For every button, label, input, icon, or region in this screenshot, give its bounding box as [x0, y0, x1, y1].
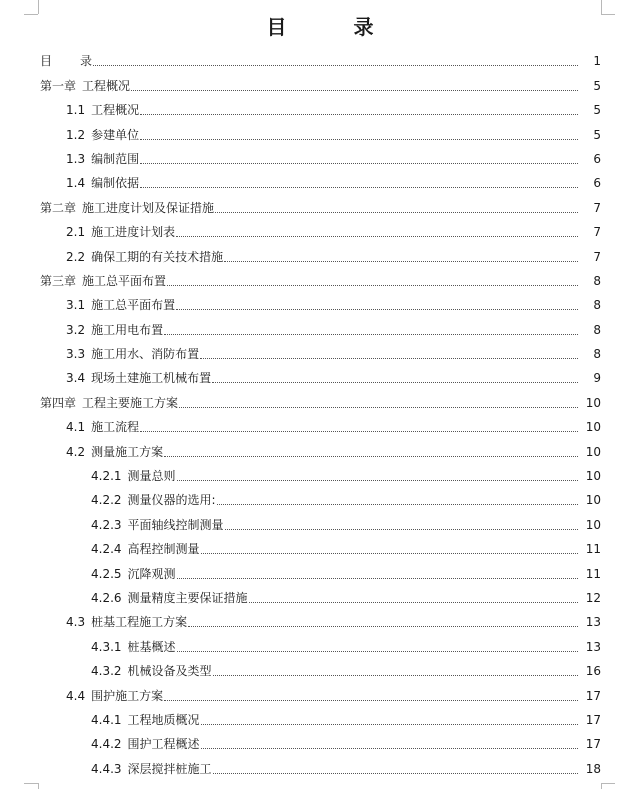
toc-page-number: 10 [585, 469, 601, 484]
toc-entry[interactable] [0, 536, 640, 560]
toc-entry-number: 4.3.1 [91, 639, 122, 654]
toc-entry-label[interactable] [66, 347, 199, 361]
toc-entry-text: 测量施工方案 [91, 444, 164, 459]
toc-entry[interactable] [0, 463, 640, 487]
toc-entry-number: 4.4.2 [91, 737, 122, 752]
toc-entry-label[interactable] [91, 640, 176, 654]
toc-leader-dots [140, 114, 578, 115]
toc-entry-label[interactable] [66, 323, 163, 337]
toc-entry[interactable] [0, 389, 640, 413]
toc-entry-text: 施工进度计划及保证措施 [82, 200, 215, 215]
toc-entry[interactable] [0, 316, 640, 340]
toc-page-number: 8 [593, 273, 601, 288]
toc-page-number: 13 [585, 615, 601, 630]
toc-entry-text: 施工用电布置 [91, 322, 164, 337]
toc-entry[interactable] [0, 511, 640, 535]
toc-leader-dots [176, 236, 578, 237]
toc-entry-text: 工程概况 [82, 78, 131, 93]
toc-entry-text: 测量总则 [127, 469, 176, 484]
toc-entry-label[interactable] [91, 567, 176, 581]
toc-page-number: 1 [593, 54, 601, 69]
toc-entry-label[interactable] [91, 737, 200, 751]
toc-page-number: 10 [585, 395, 601, 410]
toc-entry-number: 2.2 [66, 249, 86, 264]
toc-entry-number: 4.2.1 [91, 469, 122, 484]
toc-entry-text: 参建单位 [91, 127, 140, 142]
toc-page-number: 5 [593, 78, 601, 93]
toc-entry-number: 第三章 [40, 273, 77, 288]
toc-entry-label[interactable] [40, 396, 178, 410]
toc-entry[interactable] [0, 755, 640, 779]
toc-entry-text: 工程地质概况 [127, 712, 200, 727]
toc-entry-number: 4.2.3 [91, 517, 122, 532]
toc-page-number: 7 [593, 200, 601, 215]
toc-entry-label[interactable] [66, 128, 139, 142]
toc-entry-text: 施工用水、消防布置 [91, 347, 200, 362]
toc-entry-text: 桩基工程施工方案 [91, 615, 188, 630]
toc-entry[interactable] [0, 219, 640, 243]
toc-page-number: 8 [593, 347, 601, 362]
toc-entry-number: 第一章 [40, 78, 77, 93]
toc-leader-dots [215, 212, 578, 213]
crop-mark [38, 0, 39, 14]
toc-page-number: 10 [585, 493, 601, 508]
toc-entry[interactable] [0, 585, 640, 609]
toc-page-number: 10 [585, 444, 601, 459]
toc-leader-dots [167, 285, 578, 286]
toc-entry-text: 沉降观测 [127, 566, 176, 581]
toc-leader-dots [176, 309, 578, 310]
toc-leader-dots [164, 334, 578, 335]
toc-entry-number: 4.4.1 [91, 712, 122, 727]
toc-entry-label[interactable] [91, 664, 212, 678]
toc-leader-dots [140, 163, 578, 164]
toc-page-number: 7 [593, 249, 601, 264]
toc-leader-dots [201, 553, 578, 554]
toc-leader-dots [224, 261, 578, 262]
toc-entry-label[interactable] [91, 713, 200, 727]
toc-entry-label[interactable] [40, 54, 92, 68]
table-of-contents [0, 48, 640, 780]
toc-entry-label[interactable] [66, 689, 163, 703]
toc-leader-dots [177, 651, 578, 652]
toc-entry-number: 1.1 [66, 103, 86, 118]
toc-entry-text: 围护施工方案 [91, 688, 164, 703]
toc-entry-label[interactable] [66, 176, 139, 190]
toc-entry[interactable] [0, 633, 640, 657]
toc-entry[interactable] [0, 170, 640, 194]
toc-entry-text: 施工流程 [91, 420, 140, 435]
toc-entry[interactable] [0, 365, 640, 389]
toc-entry[interactable] [0, 48, 640, 72]
toc-leader-dots [164, 700, 578, 701]
toc-entry-label[interactable] [40, 274, 166, 288]
toc-entry[interactable] [0, 292, 640, 316]
toc-leader-dots [179, 407, 578, 408]
toc-entry-number: 目 [40, 54, 53, 69]
toc-entry-text: 编制依据 [91, 176, 140, 191]
toc-leader-dots [177, 480, 578, 481]
toc-entry-label[interactable] [91, 591, 248, 605]
toc-entry-number: 3.2 [66, 322, 86, 337]
toc-leader-dots [201, 748, 578, 749]
toc-leader-dots [201, 724, 578, 725]
toc-entry-number: 1.2 [66, 127, 86, 142]
toc-entry-text: 平面轴线控制测量 [127, 517, 224, 532]
toc-entry-number: 4.4 [66, 688, 86, 703]
toc-leader-dots [140, 139, 578, 140]
toc-leader-dots [140, 431, 578, 432]
toc-entry-label[interactable] [66, 445, 163, 459]
toc-entry-number: 3.3 [66, 347, 86, 362]
toc-entry[interactable] [0, 146, 640, 170]
toc-leader-dots [212, 382, 578, 383]
toc-page-number: 17 [585, 712, 601, 727]
toc-entry-label[interactable] [40, 201, 214, 215]
crop-mark [601, 783, 602, 789]
toc-entry-text: 确保工期的有关技术措施 [91, 249, 224, 264]
toc-leader-dots [131, 90, 578, 91]
toc-entry[interactable] [0, 194, 640, 218]
toc-entry-text: 施工进度计划表 [91, 225, 176, 240]
toc-entry-text: 围护工程概述 [127, 737, 200, 752]
toc-entry-label[interactable] [91, 518, 224, 532]
toc-entry[interactable] [0, 414, 640, 438]
toc-entry[interactable] [0, 121, 640, 145]
toc-page-number: 8 [593, 298, 601, 313]
toc-page-number: 18 [585, 761, 601, 776]
crop-mark [601, 783, 615, 784]
toc-entry-number: 1.3 [66, 151, 86, 166]
toc-entry-text: 测量精度主要保证措施 [127, 590, 248, 605]
toc-entry[interactable] [0, 560, 640, 584]
toc-leader-dots [249, 602, 578, 603]
toc-page-number: 12 [585, 590, 601, 605]
toc-page-number: 5 [593, 103, 601, 118]
toc-entry-text: 现场土建施工机械布置 [91, 371, 212, 386]
toc-page-number: 17 [585, 688, 601, 703]
toc-entry[interactable] [0, 731, 640, 755]
toc-entry-label[interactable] [91, 542, 200, 556]
toc-page-number: 17 [585, 737, 601, 752]
toc-page-number: 7 [593, 225, 601, 240]
toc-page-number: 6 [593, 151, 601, 166]
toc-entry-label[interactable] [91, 762, 212, 776]
toc-entry-number: 4.2.4 [91, 542, 122, 557]
crop-mark [601, 0, 602, 14]
toc-page-number: 5 [593, 127, 601, 142]
crop-mark [24, 783, 38, 784]
toc-leader-dots [200, 358, 578, 359]
toc-entry-label[interactable] [40, 79, 130, 93]
toc-page-number: 16 [585, 664, 601, 679]
toc-entry-label[interactable] [66, 250, 223, 264]
toc-leader-dots [217, 504, 578, 505]
toc-entry[interactable] [0, 72, 640, 96]
toc-leader-dots [93, 65, 578, 66]
toc-entry[interactable] [0, 243, 640, 267]
toc-entry-number: 4.2 [66, 444, 86, 459]
toc-entry-number: 4.3.2 [91, 664, 122, 679]
toc-entry-label[interactable] [66, 615, 187, 629]
toc-entry[interactable] [0, 487, 640, 511]
toc-entry-text: 编制范围 [91, 151, 140, 166]
toc-entry-text: 深层搅拌桩施工 [127, 761, 212, 776]
toc-page-number: 11 [585, 542, 601, 557]
toc-leader-dots [213, 773, 578, 774]
toc-entry[interactable] [0, 609, 640, 633]
toc-page-number: 6 [593, 176, 601, 191]
toc-page-number: 11 [585, 566, 601, 581]
toc-title: 目 录 [266, 15, 404, 39]
toc-entry-number: 4.3 [66, 615, 86, 630]
toc-entry[interactable] [0, 268, 640, 292]
toc-entry[interactable] [0, 97, 640, 121]
toc-entry-label[interactable] [91, 469, 176, 483]
toc-entry[interactable] [0, 341, 640, 365]
toc-page-number: 10 [585, 517, 601, 532]
toc-entry-text: 施工总平面布置 [82, 273, 167, 288]
toc-entry-number: 第四章 [40, 395, 77, 410]
toc-leader-dots [213, 675, 578, 676]
toc-entry-label[interactable] [66, 298, 175, 312]
toc-entry-number: 4.1 [66, 420, 86, 435]
toc-entry-text: 施工总平面布置 [91, 298, 176, 313]
toc-entry-text: 录 [80, 54, 93, 69]
toc-entry-label[interactable] [66, 420, 139, 434]
toc-leader-dots [188, 626, 578, 627]
toc-entry-number: 1.4 [66, 176, 86, 191]
toc-entry-label[interactable] [91, 493, 216, 507]
toc-entry-text: 机械设备及类型 [127, 664, 212, 679]
toc-leader-dots [140, 187, 578, 188]
toc-entry-label[interactable] [66, 152, 139, 166]
toc-leader-dots [164, 456, 578, 457]
toc-page-number: 10 [585, 420, 601, 435]
toc-entry-number: 4.4.3 [91, 761, 122, 776]
toc-entry-number: 4.2.6 [91, 590, 122, 605]
toc-entry-label[interactable] [66, 225, 175, 239]
toc-entry[interactable] [0, 682, 640, 706]
toc-entry-number: 4.2.2 [91, 493, 122, 508]
toc-entry-label[interactable] [66, 103, 139, 117]
crop-mark [38, 783, 39, 789]
toc-entry-label[interactable] [66, 371, 211, 385]
toc-entry-number: 3.1 [66, 298, 86, 313]
toc-leader-dots [177, 578, 578, 579]
toc-entry-text: 工程主要施工方案 [82, 395, 179, 410]
toc-entry-text: 测量仪器的选用: [127, 493, 216, 508]
toc-entry[interactable] [0, 438, 640, 462]
toc-leader-dots [225, 529, 578, 530]
toc-entry-number: 4.2.5 [91, 566, 122, 581]
toc-entry-text: 高程控制测量 [127, 542, 200, 557]
toc-entry-text: 桩基概述 [127, 639, 176, 654]
toc-entry[interactable] [0, 707, 640, 731]
toc-entry-number: 第二章 [40, 200, 77, 215]
toc-entry-text: 工程概况 [91, 103, 140, 118]
toc-entry[interactable] [0, 658, 640, 682]
toc-page-number: 8 [593, 322, 601, 337]
toc-entry-number: 2.1 [66, 225, 86, 240]
toc-page-number: 9 [593, 371, 601, 386]
toc-page-number: 13 [585, 639, 601, 654]
toc-entry-number: 3.4 [66, 371, 86, 386]
